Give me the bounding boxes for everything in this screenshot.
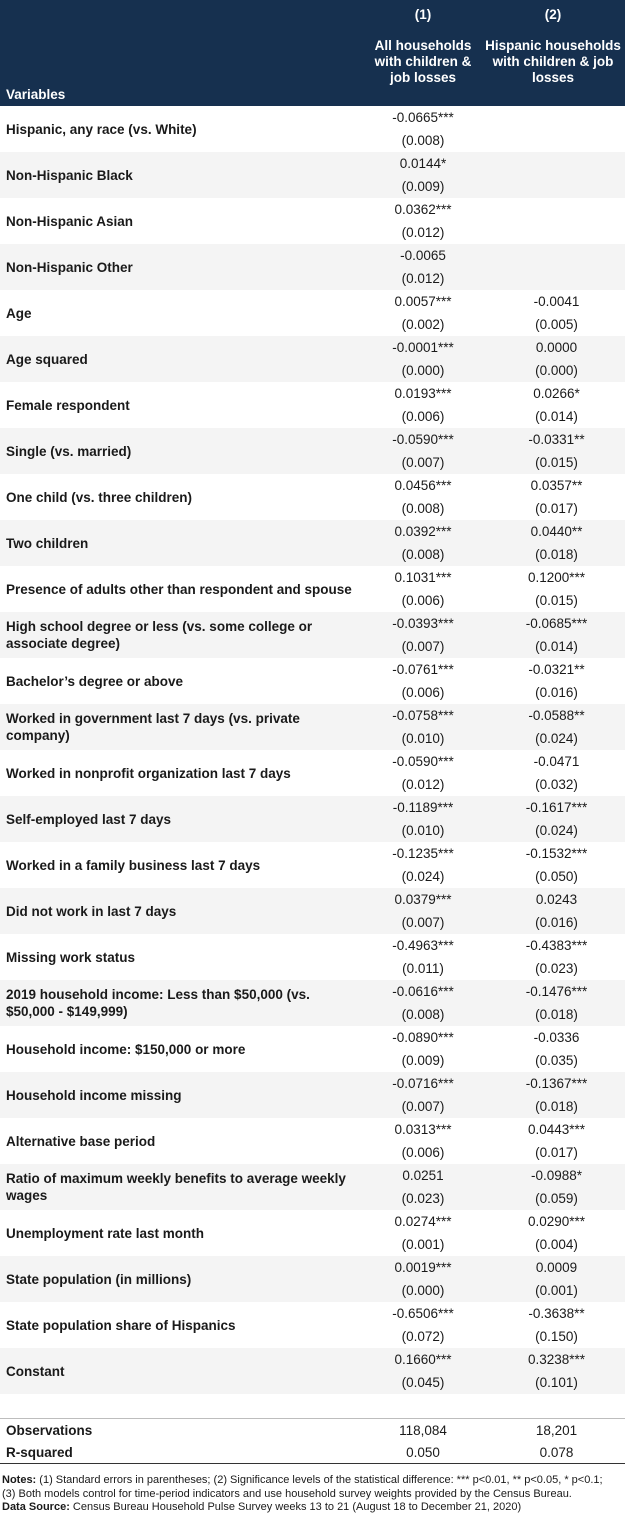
standard-error: (0.007): [401, 1099, 445, 1114]
coefficient: -0.0588**: [528, 708, 585, 723]
table-row: [0, 704, 625, 750]
table-row: [0, 1118, 625, 1164]
column-2-cell: [488, 244, 625, 290]
variable-label: Constant: [6, 1363, 65, 1379]
column-1-cell: [358, 842, 488, 888]
standard-error: (0.035): [535, 1053, 578, 1068]
table-row: [0, 980, 625, 1026]
table-row: [0, 244, 625, 290]
standard-error: (0.008): [401, 133, 445, 148]
table-header: [0, 0, 625, 106]
coefficient: -0.0393***: [392, 616, 454, 631]
table-spacer: [0, 1394, 625, 1418]
column-1-title: All households with children & job losses: [374, 38, 472, 85]
column-1-cell: [358, 336, 488, 382]
table-row: [0, 1164, 625, 1210]
standard-error: (0.016): [535, 915, 578, 930]
standard-error: (0.001): [401, 1237, 445, 1252]
coefficient: -0.0590***: [392, 754, 454, 769]
observations-row: [0, 1418, 625, 1441]
standard-error: (0.072): [401, 1329, 445, 1344]
variable-label: Ratio of maximum weekly benefits to average weekly wages: [6, 1171, 346, 1203]
standard-error: (0.009): [401, 1053, 445, 1068]
standard-error: (0.004): [535, 1237, 578, 1252]
coefficient: 0.0144*: [399, 156, 447, 171]
column-1-cell: [358, 152, 488, 198]
column-2-cell: [488, 934, 625, 980]
column-2-cell: [488, 382, 625, 428]
column-1-cell: [358, 1302, 488, 1348]
column-2-cell: [488, 336, 625, 382]
variable-label: State population (in millions): [6, 1271, 192, 1287]
coefficient: 0.1031***: [394, 570, 452, 585]
standard-error: (0.010): [401, 731, 445, 746]
table-row: [0, 1210, 625, 1256]
column-1-cell: [358, 1348, 488, 1394]
variable-label: Did not work in last 7 days: [6, 903, 177, 919]
column-2-cell: [488, 980, 625, 1026]
standard-error: (0.002): [401, 317, 445, 332]
coefficient: 0.0392***: [394, 524, 452, 539]
table-row: [0, 658, 625, 704]
variable-label: Missing work status: [6, 949, 136, 965]
standard-error: (0.014): [535, 409, 578, 424]
standard-error: (0.000): [401, 363, 445, 378]
column-1-cell: [358, 520, 488, 566]
column-1-cell: [358, 1072, 488, 1118]
coefficient: -0.0988*: [530, 1168, 583, 1183]
coefficient: 0.0357**: [530, 478, 583, 493]
table-row: [0, 428, 625, 474]
column-2-cell: [488, 152, 625, 198]
standard-error: (0.001): [535, 1283, 578, 1298]
variable-label: Worked in government last 7 days (vs. private company): [6, 711, 300, 743]
column-2-number: (2): [544, 7, 562, 22]
column-2-cell: [488, 1072, 625, 1118]
coefficient: -0.4383***: [525, 938, 588, 953]
coefficient: 0.1200***: [527, 570, 586, 585]
table-notes: [0, 1464, 625, 1515]
coefficient: -0.1476***: [525, 984, 588, 999]
standard-error: (0.008): [401, 501, 445, 516]
standard-error: (0.059): [535, 1191, 578, 1206]
column-2-cell: [488, 1348, 625, 1394]
coefficient: -0.0065: [400, 248, 446, 263]
coefficient: 0.0440**: [530, 524, 583, 539]
table-row: [0, 336, 625, 382]
column-1-cell: [358, 612, 488, 658]
column-2-cell: [488, 842, 625, 888]
coefficient: -0.0331**: [528, 432, 585, 447]
variable-label: Presence of adults other than respondent and spouse: [6, 581, 352, 597]
table-row: [0, 520, 625, 566]
variable-label: Self-employed last 7 days: [6, 811, 172, 827]
coefficient: -0.0761***: [392, 662, 454, 677]
table-row: [0, 1348, 625, 1394]
coefficient: -0.4963***: [392, 938, 454, 953]
observations-col1: 118,084: [399, 1422, 447, 1438]
column-2-cell: [488, 1256, 625, 1302]
column-1-number: (1): [414, 7, 432, 22]
coefficient: 0.0362***: [394, 202, 452, 217]
table-row: [0, 198, 625, 244]
source-label: Data Source:: [2, 1501, 70, 1513]
coefficient: -0.0758***: [392, 708, 454, 723]
column-1-cell: [358, 382, 488, 428]
coefficient: 0.0290***: [527, 1214, 586, 1229]
table-body: [0, 106, 625, 1394]
column-2-cell: [488, 888, 625, 934]
coefficient: -0.0471: [533, 754, 580, 769]
coefficient: 0.0443***: [527, 1122, 586, 1137]
standard-error: (0.012): [401, 777, 445, 792]
variable-label: Alternative base period: [6, 1133, 156, 1149]
standard-error: (0.008): [401, 1007, 445, 1022]
table-row: [0, 290, 625, 336]
coefficient: 0.0313***: [394, 1122, 452, 1137]
standard-error: (0.012): [401, 271, 445, 286]
coefficient: -0.3638**: [528, 1306, 585, 1321]
standard-error: (0.006): [401, 1145, 445, 1160]
coefficient: -0.1532***: [525, 846, 588, 861]
coefficient: 0.0274***: [394, 1214, 452, 1229]
variable-label: Age squared: [6, 351, 88, 367]
variable-label: Non-Hispanic Black: [6, 167, 133, 183]
variable-label: One child (vs. three children): [6, 489, 193, 505]
coefficient: -0.0716***: [392, 1076, 454, 1091]
variable-label: 2019 household income: Less than $50,000 (vs. $50,000 - $149,999): [6, 987, 310, 1019]
column-1-cell: [358, 198, 488, 244]
variable-label: Age: [6, 305, 32, 321]
column-1-cell: [358, 428, 488, 474]
variable-label: Bachelor’s degree or above: [6, 673, 184, 689]
column-1-cell: [358, 658, 488, 704]
coefficient: -0.1235***: [392, 846, 454, 861]
standard-error: (0.018): [535, 547, 578, 562]
standard-error: (0.006): [401, 685, 445, 700]
table-row: [0, 566, 625, 612]
column-1-cell: [358, 106, 488, 152]
column-2-title: Hispanic households with children & job losses: [485, 38, 621, 85]
table-row: [0, 888, 625, 934]
column-1-cell: [358, 704, 488, 750]
coefficient: -0.1367***: [525, 1076, 588, 1091]
table-row: [0, 106, 625, 152]
standard-error: (0.017): [535, 501, 578, 516]
table-row: [0, 750, 625, 796]
column-1-cell: [358, 290, 488, 336]
table-row: [0, 1072, 625, 1118]
variable-label: Unemployment rate last month: [6, 1225, 205, 1241]
coefficient: -0.0041: [533, 294, 580, 309]
standard-error: (0.007): [401, 639, 445, 654]
coefficient: 0.1660***: [394, 1352, 452, 1367]
column-1-cell: [358, 1164, 488, 1210]
column-2-cell: [488, 1210, 625, 1256]
column-2-cell: [488, 428, 625, 474]
column-1-cell: [358, 796, 488, 842]
column-2-cell: [488, 750, 625, 796]
variables-header: Variables: [6, 87, 66, 102]
column-1-cell: [358, 888, 488, 934]
column-2-cell: [488, 658, 625, 704]
table-row: [0, 612, 625, 658]
standard-error: (0.016): [535, 685, 578, 700]
standard-error: (0.007): [401, 915, 445, 930]
coefficient: 0.0000: [535, 340, 578, 355]
standard-error: (0.018): [535, 1007, 578, 1022]
column-1-cell: [358, 1256, 488, 1302]
table-row: [0, 382, 625, 428]
coefficient: 0.0019***: [394, 1260, 452, 1275]
table-row: [0, 934, 625, 980]
coefficient: -0.0001***: [392, 340, 454, 355]
column-2-cell: [488, 290, 625, 336]
column-1-cell: [358, 474, 488, 520]
column-1-cell: [358, 750, 488, 796]
column-2-cell: [488, 704, 625, 750]
variable-label: Non-Hispanic Asian: [6, 213, 134, 229]
variable-label: Female respondent: [6, 397, 130, 413]
column-2-cell: [488, 520, 625, 566]
standard-error: (0.000): [535, 363, 578, 378]
column-1-cell: [358, 566, 488, 612]
coefficient: 0.0057***: [394, 294, 452, 309]
table-row: [0, 1256, 625, 1302]
variable-label: State population share of Hispanics: [6, 1317, 236, 1333]
table-row: [0, 842, 625, 888]
table-row: [0, 152, 625, 198]
coefficient: -0.0685***: [525, 616, 588, 631]
standard-error: (0.023): [535, 961, 578, 976]
coefficient: -0.0590***: [392, 432, 454, 447]
observations-label: Observations: [6, 1422, 93, 1438]
column-1-cell: [358, 934, 488, 980]
coefficient: -0.6506***: [392, 1306, 454, 1321]
table-row: [0, 474, 625, 520]
variable-label: Two children: [6, 535, 89, 551]
column-2-cell: [488, 1026, 625, 1072]
standard-error: (0.150): [535, 1329, 578, 1344]
observations-col2: 18,201: [535, 1422, 578, 1438]
coefficient: 0.0193***: [394, 386, 452, 401]
coefficient: 0.0243: [535, 892, 578, 907]
standard-error: (0.008): [401, 547, 445, 562]
coefficient: 0.0456***: [394, 478, 452, 493]
standard-error: (0.000): [401, 1283, 445, 1298]
standard-error: (0.024): [401, 869, 445, 884]
column-1-cell: [358, 1210, 488, 1256]
standard-error: (0.024): [535, 823, 578, 838]
column-2-cell: [488, 796, 625, 842]
notes-paragraph: [2, 1474, 619, 1501]
coefficient: -0.0616***: [392, 984, 454, 999]
source-paragraph: [2, 1501, 619, 1515]
coefficient: 0.0379***: [394, 892, 452, 907]
variable-label: Hispanic, any race (vs. White): [6, 121, 197, 137]
column-2-cell: [488, 1302, 625, 1348]
column-1-cell: [358, 244, 488, 290]
variable-label: Household income: $150,000 or more: [6, 1041, 246, 1057]
rsquared-row: [0, 1441, 625, 1464]
standard-error: (0.011): [402, 961, 444, 976]
standard-error: (0.015): [535, 455, 578, 470]
table-row: [0, 1302, 625, 1348]
standard-error: (0.018): [535, 1099, 578, 1114]
coefficient: -0.0665***: [392, 110, 454, 125]
column-2-cell: [488, 106, 625, 152]
standard-error: (0.017): [535, 1145, 578, 1160]
column-2-cell: [488, 1164, 625, 1210]
coefficient: -0.1189***: [392, 800, 454, 815]
column-2-cell: [488, 612, 625, 658]
notes-text: (1) Standard errors in parentheses; (2) Significance levels of the statistical difference: *** p<0.01, ** p<0.05, * p<0.1; (3) Both models control for time-period indicators and use household survey weights provided by the Census Bureau.: [2, 1474, 603, 1500]
column-1-cell: [358, 1026, 488, 1072]
column-2-cell: [488, 198, 625, 244]
coefficient: -0.0890***: [392, 1030, 454, 1045]
standard-error: (0.024): [535, 731, 578, 746]
coefficient: 0.0009: [535, 1260, 578, 1275]
coefficient: -0.0336: [533, 1030, 580, 1045]
variable-label: Household income missing: [6, 1087, 182, 1103]
variable-label: Worked in a family business last 7 days: [6, 857, 261, 873]
standard-error: (0.023): [401, 1191, 445, 1206]
standard-error: (0.005): [535, 317, 578, 332]
standard-error: (0.014): [535, 639, 578, 654]
rsquared-label: R-squared: [6, 1444, 73, 1460]
table-row: [0, 1026, 625, 1072]
standard-error: (0.006): [401, 409, 445, 424]
coefficient: 0.3238***: [527, 1352, 586, 1367]
coefficient: 0.0266*: [533, 386, 580, 401]
standard-error: (0.012): [401, 225, 445, 240]
coefficient: -0.1617***: [525, 800, 588, 815]
notes-label: Notes:: [2, 1474, 37, 1486]
rsquared-col2: 0.078: [539, 1444, 574, 1460]
column-1-cell: [358, 1118, 488, 1164]
coefficient: 0.0251: [402, 1168, 444, 1183]
standard-error: (0.050): [535, 869, 578, 884]
variable-label: High school degree or less (vs. some college or associate degree): [6, 619, 313, 651]
table-row: [0, 796, 625, 842]
coefficient: -0.0321**: [528, 662, 585, 677]
standard-error: (0.015): [535, 593, 578, 608]
source-text: Census Bureau Household Pulse Survey weeks 13 to 21 (August 18 to December 21, 2020): [69, 1501, 522, 1513]
column-2-cell: [488, 566, 625, 612]
rsquared-col1: 0.050: [406, 1444, 440, 1460]
standard-error: (0.010): [401, 823, 445, 838]
standard-error: (0.032): [535, 777, 578, 792]
variable-label: Single (vs. married): [6, 443, 132, 459]
standard-error: (0.045): [401, 1375, 445, 1390]
column-2-cell: [488, 1118, 625, 1164]
variable-label: Worked in nonprofit organization last 7 days: [6, 765, 291, 781]
standard-error: (0.101): [535, 1375, 578, 1390]
standard-error: (0.007): [401, 455, 445, 470]
variable-label: Non-Hispanic Other: [6, 259, 133, 275]
standard-error: (0.009): [401, 179, 445, 194]
standard-error: (0.006): [401, 593, 445, 608]
column-1-cell: [358, 980, 488, 1026]
column-2-cell: [488, 474, 625, 520]
